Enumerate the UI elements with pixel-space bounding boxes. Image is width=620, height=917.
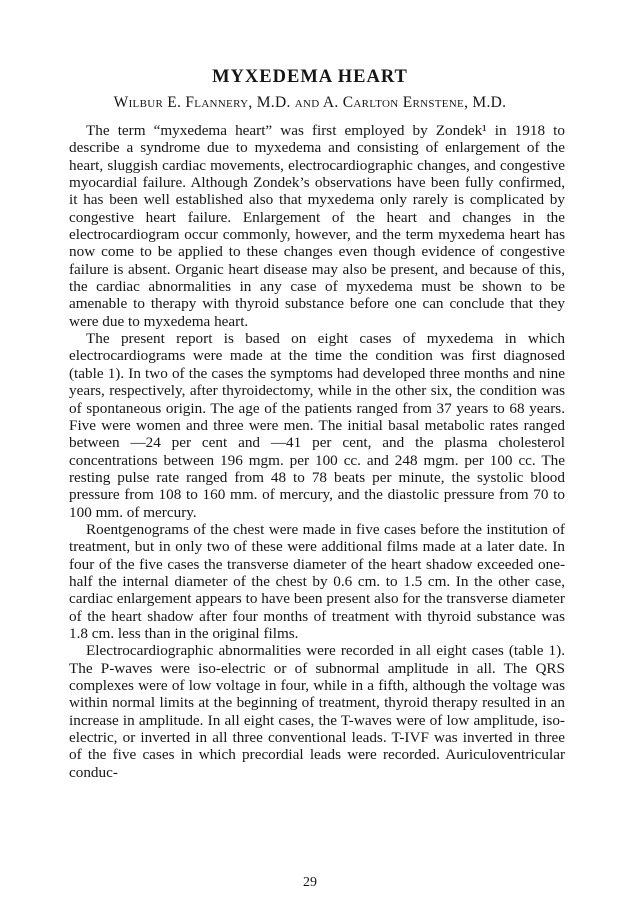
article-title: MYXEDEMA HEART: [212, 67, 408, 87]
paragraph: Electrocardiographic abnormalities were recorded in all eight cases (table 1). The P-waves were iso-electric or of subnormal amplitude in all. The QRS complexes were of low voltage in four, while in a fifth, although the voltage was within normal limits at the beginning of treatment, thyroid therapy resulted in an increase in amplitude. In all eight cases, the T-waves were of low amplitude, iso-electric, or inverted in all three conventional leads. T-IVF was inverted in three of the five cases in which precordial leads were recorded. Auriculoventricular conduc-: [69, 642, 565, 781]
page-number: 29: [303, 875, 317, 890]
article-body: [69, 122, 565, 781]
paragraph: Roentgenograms of the chest were made in five cases before the institution of treatment, but in only two of these were additional films made at a later date. In four of the five cases the transverse diameter of the heart shadow exceeded one-half the internal diameter of the chest by 0.6 cm. to 1.5 cm. In the other case, cardiac enlargement appears to have been present also for the transverse diameter of the heart shadow after four months of treatment with thyroid substance was 1.8 cm. less than in the original films.: [69, 520, 565, 642]
paragraph: The present report is based on eight cases of myxedema in which electrocardiograms were made at the time the condition was first diagnosed (table 1). In two of the cases the symptoms had developed three months and nine years, respectively, after thyroidectomy, while in the other six, the condition was of spontaneous origin. The age of the patients ranged from 37 years to 68 years. Five were women and three were men. The initial basal metabolic rates ranged between —24 per cent and —41 per cent, and the plasma cholesterol concentrations between 196 mgm. per 100 cc. and 248 mgm. per 100 cc. The resting pulse rate ranged from 48 to 78 beats per minute, the systolic blood pressure from 108 to 160 mm. of mercury, and the diastolic pressure from 70 to 100 mm. of mercury.: [69, 330, 565, 521]
article-authors: Wilbur E. Flannery, M.D. and A. Carlton Ernstene, M.D.: [113, 94, 507, 111]
paragraph: The term “myxedema heart” was first employed by Zondek¹ in 1918 to describe a syndrome due to myxedema and consisting of enlargement of the heart, sluggish cardiac movements, electrocardiographic changes, and congestive myocardial failure. Although Zondek’s observations have been fully confirmed, it has been well established also that myxedema only rarely is complicated by congestive heart failure. Enlargement of the heart and changes in the electrocardiogram occur commonly, however, and the term myxedema heart has now come to be applied to these changes even though evidence of congestive failure is absent. Organic heart disease may also be present, and because of this, the cardiac abnormalities in any case of myxedema must be shown to be amenable to therapy with thyroid substance before one can conclude that they were due to myxedema heart.: [69, 122, 565, 330]
